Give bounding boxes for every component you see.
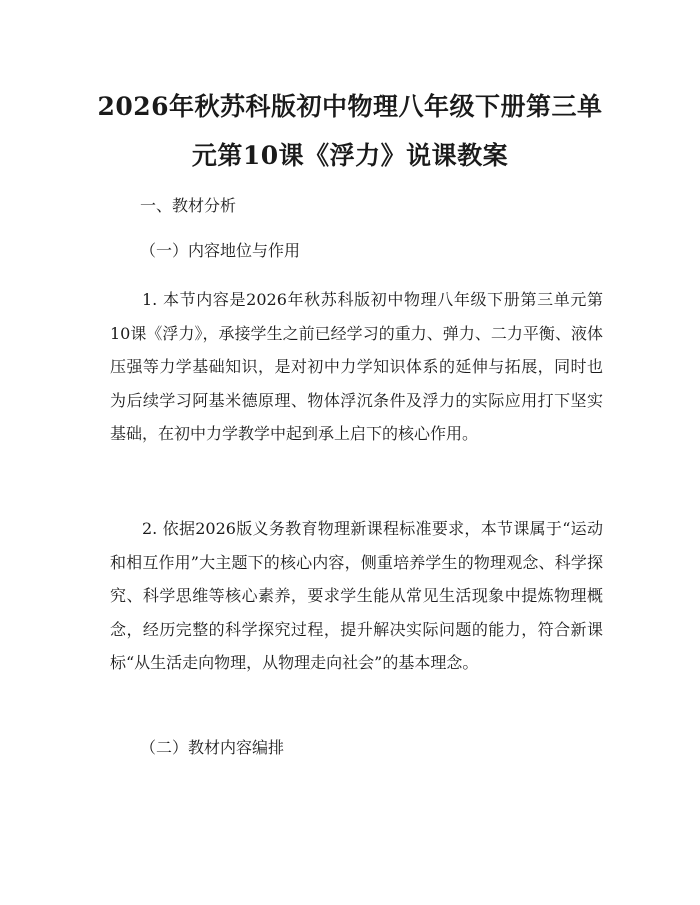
section-heading-teaching-material-analysis: 一、教材分析 bbox=[140, 196, 237, 215]
subsection-heading-content-position: （一）内容地位与作用 bbox=[140, 241, 301, 260]
subsection-heading-content-arrangement: （二）教材内容编排 bbox=[140, 738, 285, 757]
paragraph-content-position: 1. 本节内容是2026年秋苏科版初中物理八年级下册第三单元第10课《浮力》，承接学生之前已经学习的重力、弹力、二力平衡、液体压强等力学基础知识，是对初中力学知识体系的延伸与拓展，同时也为后续学习阿基米德原理、物体浮沉条件及浮力的实际应用打下坚实基础，在初中力学教学中起到承上启下的核心作用。 bbox=[110, 290, 603, 443]
paragraph-curriculum-standard: 2. 依据2026版义务教育物理新课程标准要求，本节课属于“运动和相互作用”大主题下的核心内容，侧重培养学生的物理观念、科学探究、科学思维等核心素养，要求学生能从常见生活现象中提炼物理概念，经历完整的科学探究过程，提升解决实际问题的能力，符合新课标“从生活走向物理，从物理走向社会”的基本理念。 bbox=[110, 519, 603, 672]
document-title: 2026年秋苏科版初中物理八年级下册第三单元第10课《浮力》说课教案 bbox=[97, 92, 603, 170]
